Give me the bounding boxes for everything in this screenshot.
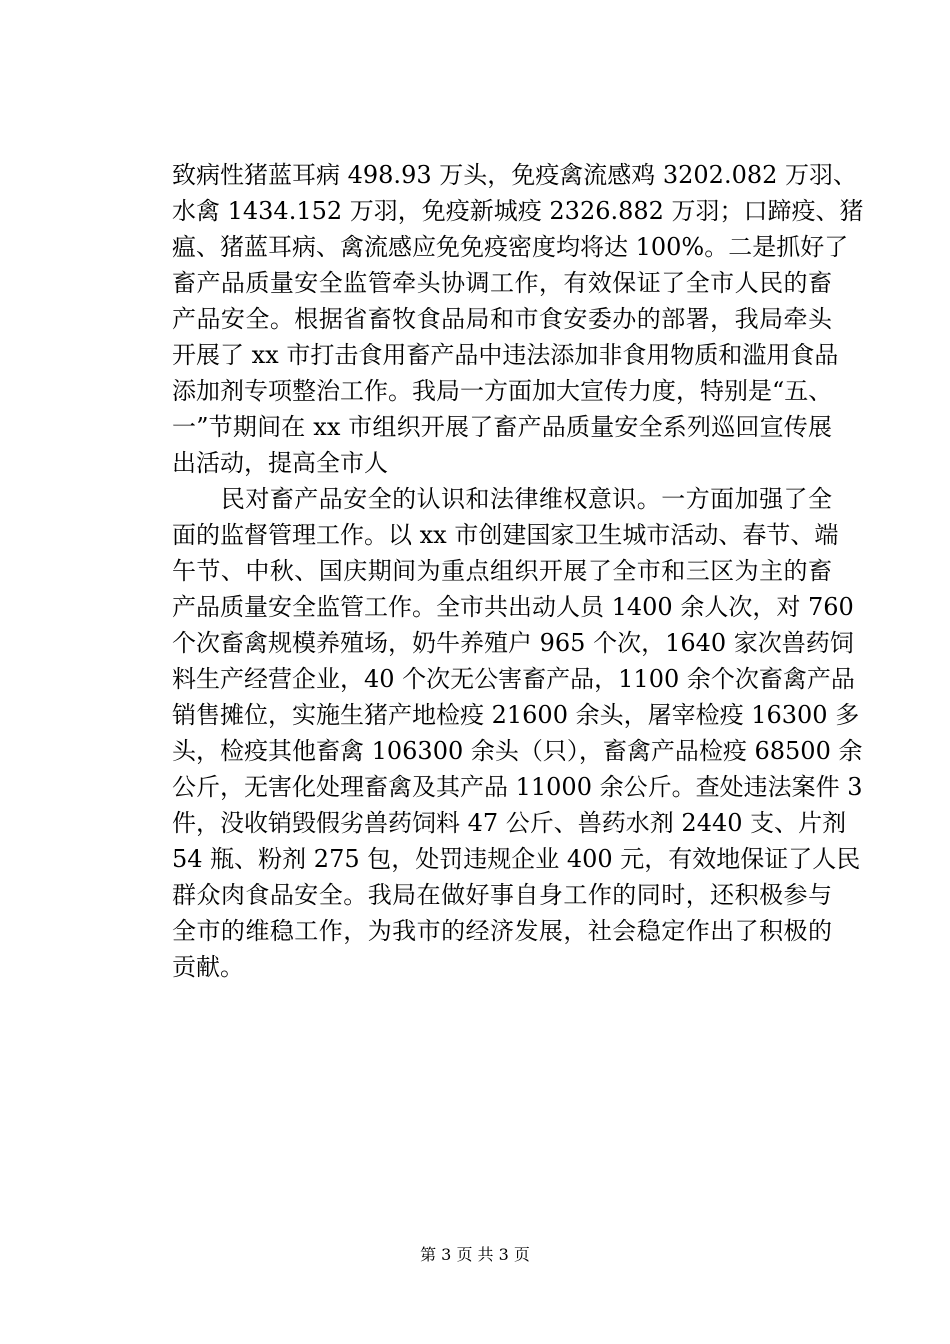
text-line: 民对畜产品安全的认识和法律维权意识。一方面加强了全 <box>172 485 832 513</box>
text-line: 瘟、猪蓝耳病、禽流感应免免疫密度均将达 100%。二是抓好了 <box>172 233 849 261</box>
text-line: 个次畜禽规模养殖场，奶牛养殖户 965 个次，1640 家次兽药饲 <box>172 629 854 657</box>
text-line: 全市的维稳工作，为我市的经济发展，社会稳定作出了积极的 <box>172 917 832 945</box>
text-line: 料生产经营企业，40 个次无公害畜产品，1100 余个次畜禽产品 <box>172 665 855 693</box>
text-line: 面的监督管理工作。以 xx 市创建国家卫生城市活动、春节、端 <box>172 521 839 549</box>
text-line: 一”节期间在 xx 市组织开展了畜产品质量安全系列巡回宣传展 <box>172 413 832 441</box>
text-line: 贡献。 <box>172 953 244 981</box>
text-line: 午节、中秋、国庆期间为重点组织开展了全市和三区为主的畜 <box>172 557 832 585</box>
text-line: 头，检疫其他畜禽 106300 余头（只），畜禽产品检疫 68500 余 <box>172 737 863 765</box>
paragraph-1 <box>172 157 864 481</box>
text-line: 水禽 1434.152 万羽，免疫新城疫 2326.882 万羽；口蹄疫、猪 <box>172 197 864 225</box>
text-line: 件，没收销毁假劣兽药饲料 47 公斤、兽药水剂 2440 支、片剂 <box>172 809 847 837</box>
text-line: 添加剂专项整治工作。我局一方面加大宣传力度，特别是“五、 <box>172 377 833 405</box>
text-line: 产品质量安全监管工作。全市共出动人员 1400 余人次，对 760 <box>172 593 854 621</box>
text-line: 畜产品质量安全监管牵头协调工作，有效保证了全市人民的畜 <box>172 269 832 297</box>
paragraph-2 <box>172 481 863 985</box>
text-line: 销售摊位，实施生猪产地检疫 21600 余头，屠宰检疫 16300 多 <box>172 701 860 729</box>
text-line: 出活动，提高全市人 <box>172 449 388 477</box>
text-line: 开展了 xx 市打击食用畜产品中违法添加非食用物质和滥用食品 <box>172 341 839 369</box>
text-line: 群众肉食品安全。我局在做好事自身工作的同时，还积极参与 <box>172 881 832 909</box>
text-line: 54 瓶、粉剂 275 包，处罚违规企业 400 元，有效地保证了人民 <box>172 845 861 873</box>
text-line: 致病性猪蓝耳病 498.93 万头，免疫禽流感鸡 3202.082 万羽、 <box>172 161 858 189</box>
document-body <box>172 157 864 985</box>
text-line: 公斤，无害化处理畜禽及其产品 11000 余公斤。查处违法案件 3 <box>172 773 863 801</box>
text-line: 产品安全。根据省畜牧食品局和市食安委办的部署，我局牵头 <box>172 305 832 333</box>
page-number-footer: 第 3 页 共 3 页 <box>420 1245 530 1264</box>
